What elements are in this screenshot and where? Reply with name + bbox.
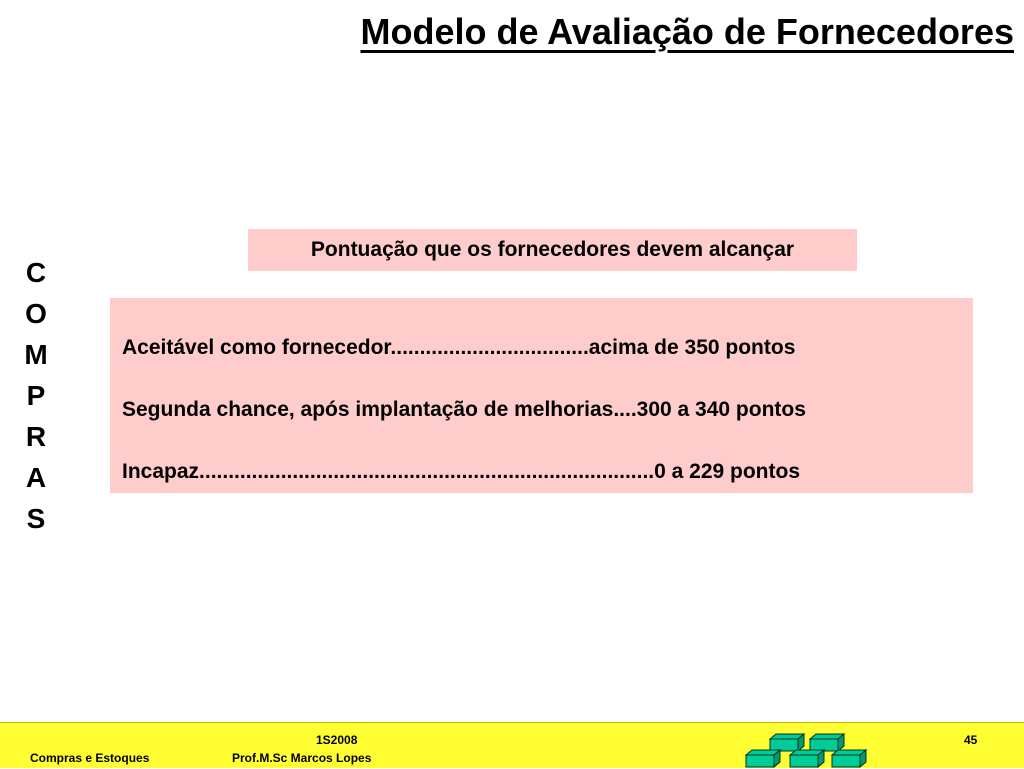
vertical-compras-label — [14, 252, 58, 539]
slide-title: Modelo de Avaliação de Fornecedores — [360, 11, 1014, 52]
footer-period: 1S2008 — [316, 733, 358, 747]
score-subtitle-box: Pontuação que os fornecedores devem alcançar — [248, 229, 857, 271]
criteria-second-chance: Segunda chance, após implantação de melhorias....300 a 340 pontos — [122, 398, 806, 421]
page-number: 45 — [964, 733, 978, 747]
vertical-letter: C — [25, 257, 47, 288]
vertical-letter: A — [25, 462, 47, 493]
criteria-acceptable: Aceitável como fornecedor..................................acima de 350 pontos — [122, 336, 796, 359]
stacked-blocks-icon — [744, 733, 872, 769]
footer-course: Compras e Estoques — [30, 751, 150, 765]
vertical-letter: P — [26, 380, 46, 411]
criteria-incapable: Incapaz..............................................................................0 a 229 pontos — [122, 460, 800, 483]
vertical-letter: M — [24, 339, 48, 370]
footer-author: Prof.M.Sc Marcos Lopes — [232, 751, 372, 765]
vertical-letter: S — [26, 503, 46, 534]
slide-footer — [0, 722, 1024, 768]
criteria-box — [110, 298, 973, 493]
vertical-letter: R — [25, 421, 47, 452]
vertical-letter: O — [25, 298, 47, 329]
